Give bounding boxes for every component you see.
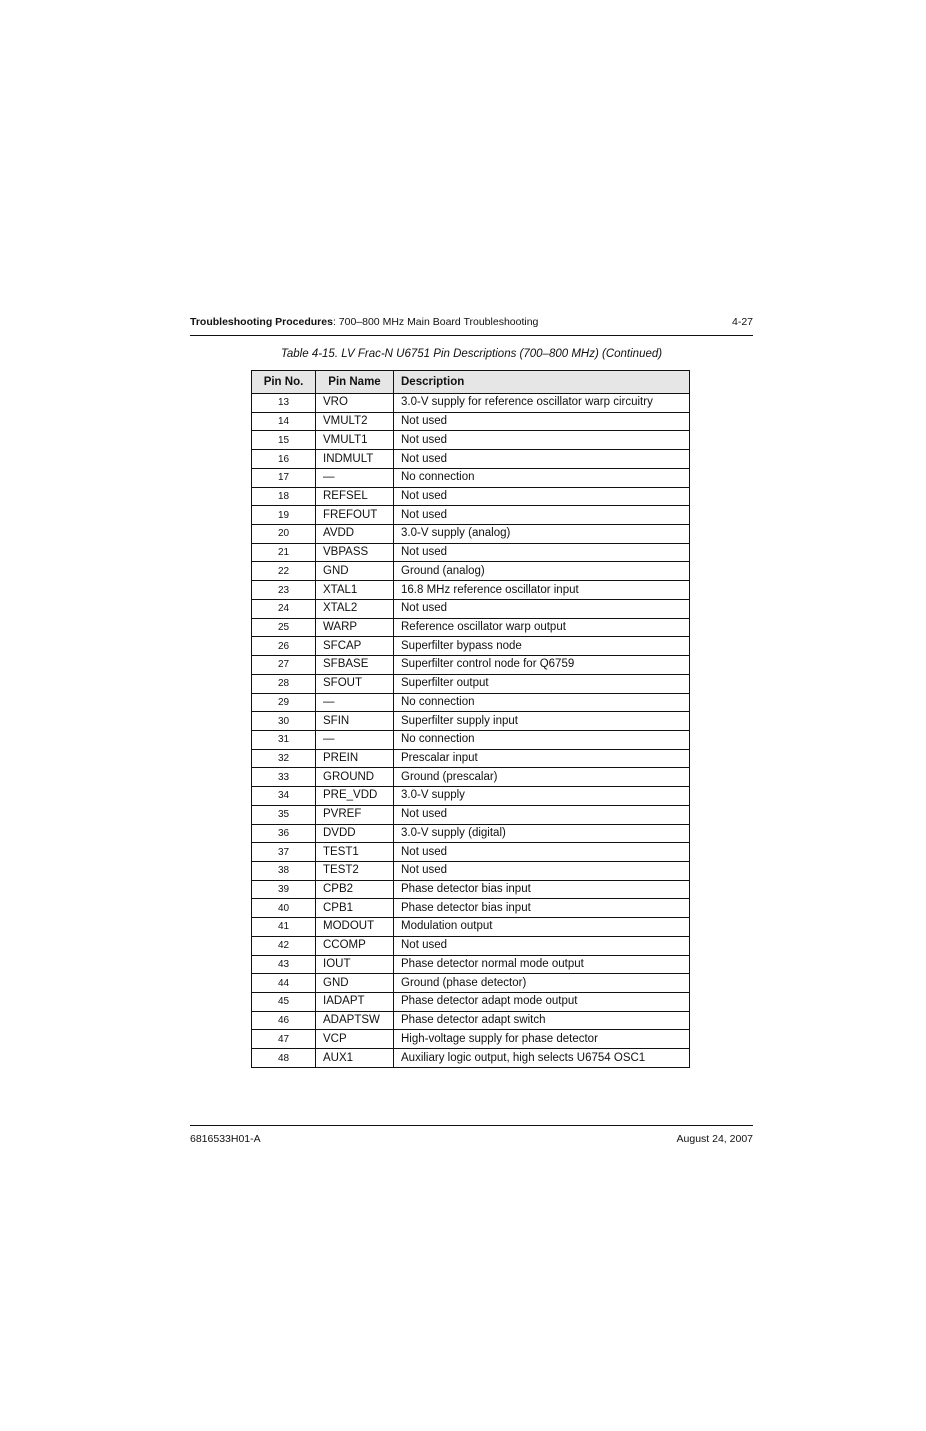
pin-name-cell: WARP (316, 618, 394, 637)
table-row (252, 880, 690, 899)
pin-number-cell: 32 (252, 749, 316, 768)
pin-number-cell: 41 (252, 918, 316, 937)
table-row (252, 431, 690, 450)
column-header-description: Description (394, 371, 690, 394)
pin-number-cell: 46 (252, 1011, 316, 1030)
table-row (252, 955, 690, 974)
pin-number-cell: 48 (252, 1049, 316, 1068)
pin-description-cell: Not used (394, 450, 690, 469)
table-row (252, 787, 690, 806)
pin-number-cell: 47 (252, 1030, 316, 1049)
pin-name-cell: IOUT (316, 955, 394, 974)
pin-description-cell: Phase detector bias input (394, 880, 690, 899)
pin-description-cell: Ground (analog) (394, 562, 690, 581)
pin-name-cell: VMULT1 (316, 431, 394, 450)
table-row (252, 730, 690, 749)
pin-name-cell: PVREF (316, 805, 394, 824)
pin-description-cell: Ground (prescalar) (394, 768, 690, 787)
pin-description-cell: 16.8 MHz reference oscillator input (394, 581, 690, 600)
table-header (252, 371, 690, 394)
pin-number-cell: 21 (252, 543, 316, 562)
pin-name-cell: INDMULT (316, 450, 394, 469)
table-row (252, 918, 690, 937)
pin-name-cell: XTAL2 (316, 599, 394, 618)
pin-name-cell: CCOMP (316, 936, 394, 955)
pin-description-cell: Not used (394, 506, 690, 525)
page-number: 4-27 (731, 316, 753, 328)
table-row (252, 974, 690, 993)
table-row (252, 618, 690, 637)
pin-description-cell: 3.0-V supply for reference oscillator warp circuitry (394, 394, 690, 413)
pin-description-cell: Not used (394, 936, 690, 955)
pin-name-cell: XTAL1 (316, 581, 394, 600)
pin-description-cell: Ground (phase detector) (394, 974, 690, 993)
pin-description-cell: No connection (394, 693, 690, 712)
pin-name-cell: FREFOUT (316, 506, 394, 525)
pin-name-cell: ADAPTSW (316, 1011, 394, 1030)
pin-name-cell: PRE_VDD (316, 787, 394, 806)
pin-number-cell: 26 (252, 637, 316, 656)
pin-number-cell: 15 (252, 431, 316, 450)
pin-name-cell: VBPASS (316, 543, 394, 562)
pin-name-cell: PREIN (316, 749, 394, 768)
table-row (252, 993, 690, 1012)
pin-name-cell: REFSEL (316, 487, 394, 506)
pin-number-cell: 16 (252, 450, 316, 469)
pin-description-cell: Not used (394, 412, 690, 431)
pin-name-cell: CPB2 (316, 880, 394, 899)
pin-number-cell: 33 (252, 768, 316, 787)
table-row (252, 468, 690, 487)
table-row (252, 936, 690, 955)
table-row (252, 768, 690, 787)
table-row (252, 843, 690, 862)
pin-name-cell: DVDD (316, 824, 394, 843)
pin-number-cell: 36 (252, 824, 316, 843)
pin-description-cell: Not used (394, 543, 690, 562)
pin-number-cell: 37 (252, 843, 316, 862)
table-row (252, 805, 690, 824)
pin-description-cell: High-voltage supply for phase detector (394, 1030, 690, 1049)
pin-description-cell: Superfilter supply input (394, 712, 690, 731)
table-row (252, 693, 690, 712)
pin-name-cell: SFBASE (316, 656, 394, 675)
pin-name-cell: — (316, 693, 394, 712)
table-row (252, 562, 690, 581)
pin-number-cell: 40 (252, 899, 316, 918)
table-row (252, 674, 690, 693)
pin-number-cell: 14 (252, 412, 316, 431)
header-section: Troubleshooting Procedures (190, 316, 333, 328)
table-row (252, 656, 690, 675)
pin-name-cell: TEST2 (316, 861, 394, 880)
table-row (252, 599, 690, 618)
running-header (190, 316, 753, 332)
pin-description-cell: Not used (394, 487, 690, 506)
pin-description-cell: Superfilter output (394, 674, 690, 693)
table-row (252, 1030, 690, 1049)
pin-number-cell: 17 (252, 468, 316, 487)
pin-name-cell: — (316, 730, 394, 749)
pin-description-cell: Not used (394, 431, 690, 450)
table-row (252, 1011, 690, 1030)
table-row (252, 525, 690, 544)
table-row (252, 543, 690, 562)
table-row (252, 412, 690, 431)
pin-description-cell: Auxiliary logic output, high selects U6754 OSC1 (394, 1049, 690, 1068)
pin-name-cell: GND (316, 562, 394, 581)
pin-number-cell: 13 (252, 394, 316, 413)
pin-description-cell: No connection (394, 730, 690, 749)
pin-number-cell: 18 (252, 487, 316, 506)
pin-number-cell: 34 (252, 787, 316, 806)
pin-number-cell: 24 (252, 599, 316, 618)
table-row (252, 712, 690, 731)
table-row (252, 861, 690, 880)
pin-name-cell: IADAPT (316, 993, 394, 1012)
pin-name-cell: VCP (316, 1030, 394, 1049)
pin-description-cell: Not used (394, 843, 690, 862)
pin-name-cell: GROUND (316, 768, 394, 787)
table-header-row (252, 371, 690, 394)
header-subtitle: : 700–800 MHz Main Board Troubleshooting (332, 316, 539, 328)
table-row (252, 899, 690, 918)
column-header-pin-name: Pin Name (316, 371, 394, 394)
pin-description-cell: Modulation output (394, 918, 690, 937)
pin-description-cell: Phase detector bias input (394, 899, 690, 918)
pin-name-cell: VMULT2 (316, 412, 394, 431)
pin-description-cell: 3.0-V supply (digital) (394, 824, 690, 843)
pin-number-cell: 35 (252, 805, 316, 824)
pin-number-cell: 27 (252, 656, 316, 675)
pin-description-cell: Phase detector adapt mode output (394, 993, 690, 1012)
table-caption: Table 4-15. LV Frac-N U6751 Pin Descriptions (700–800 MHz) (Continued) (280, 348, 663, 360)
column-header-pin-no: Pin No. (252, 371, 316, 394)
pin-number-cell: 30 (252, 712, 316, 731)
document-number: 6816533H01-A (190, 1133, 261, 1145)
pin-name-cell: AVDD (316, 525, 394, 544)
pin-name-cell: GND (316, 974, 394, 993)
pin-number-cell: 22 (252, 562, 316, 581)
pin-description-cell: Not used (394, 599, 690, 618)
table-row (252, 1049, 690, 1068)
pin-number-cell: 29 (252, 693, 316, 712)
pin-name-cell: SFIN (316, 712, 394, 731)
pin-description-cell: 3.0-V supply (analog) (394, 525, 690, 544)
table-row (252, 581, 690, 600)
pin-number-cell: 44 (252, 974, 316, 993)
pin-number-cell: 42 (252, 936, 316, 955)
pin-number-cell: 20 (252, 525, 316, 544)
page-footer (190, 1133, 753, 1149)
pin-description-cell: Reference oscillator warp output (394, 618, 690, 637)
pin-number-cell: 25 (252, 618, 316, 637)
pin-description-cell: Not used (394, 805, 690, 824)
publication-date: August 24, 2007 (676, 1133, 753, 1145)
pin-description-cell: Superfilter control node for Q6759 (394, 656, 690, 675)
table-row (252, 824, 690, 843)
table-row (252, 749, 690, 768)
table-row (252, 637, 690, 656)
pin-description-cell: No connection (394, 468, 690, 487)
table-row (252, 450, 690, 469)
header-divider (190, 335, 753, 336)
pin-name-cell: — (316, 468, 394, 487)
pin-description-cell: Not used (394, 861, 690, 880)
pin-name-cell: MODOUT (316, 918, 394, 937)
pin-name-cell: AUX1 (316, 1049, 394, 1068)
pin-description-cell: 3.0-V supply (394, 787, 690, 806)
pin-number-cell: 28 (252, 674, 316, 693)
footer-divider (190, 1125, 753, 1126)
pin-number-cell: 45 (252, 993, 316, 1012)
pin-description-cell: Prescalar input (394, 749, 690, 768)
pin-number-cell: 31 (252, 730, 316, 749)
table-row (252, 394, 690, 413)
table-body (252, 394, 690, 1068)
pin-name-cell: VRO (316, 394, 394, 413)
pin-name-cell: CPB1 (316, 899, 394, 918)
pin-number-cell: 43 (252, 955, 316, 974)
pin-description-cell: Phase detector adapt switch (394, 1011, 690, 1030)
pin-number-cell: 19 (252, 506, 316, 525)
pin-number-cell: 39 (252, 880, 316, 899)
pin-name-cell: TEST1 (316, 843, 394, 862)
header-title (190, 316, 538, 328)
table-row (252, 487, 690, 506)
pin-number-cell: 23 (252, 581, 316, 600)
pin-description-cell: Superfilter bypass node (394, 637, 690, 656)
pin-name-cell: SFOUT (316, 674, 394, 693)
table-row (252, 506, 690, 525)
pin-number-cell: 38 (252, 861, 316, 880)
pin-description-cell: Phase detector normal mode output (394, 955, 690, 974)
pin-description-table (251, 370, 690, 1068)
pin-name-cell: SFCAP (316, 637, 394, 656)
